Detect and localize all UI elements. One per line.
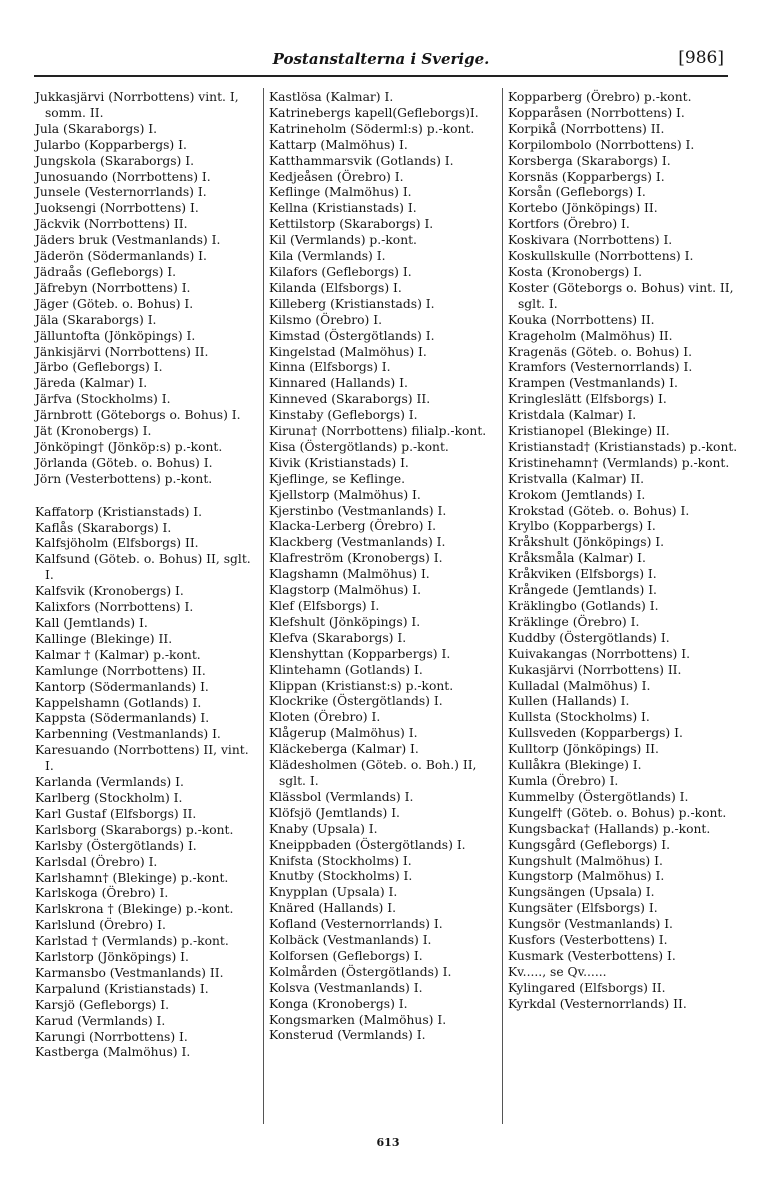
post-office-entry: Kall (Jemtlands) I. — [35, 616, 148, 630]
post-office-entry: Juoksengi (Norrbottens) I. — [35, 201, 199, 216]
post-office-entry: Kopparåsen (Norrbottens) I. — [508, 105, 685, 120]
post-office-entry: Kummelby (Östergötlands) I. — [508, 789, 689, 804]
post-office-entry: Jäger (Göteb. o. Bohus) I. — [35, 296, 194, 311]
post-office-entry: Kungshult (Malmöhus) I. — [508, 853, 663, 868]
post-office-entry: Kullsta (Stockholms) I. — [508, 710, 650, 725]
post-office-entry: Kråksmåla (Kalmar) I. — [508, 551, 646, 566]
post-office-entry: Kofland (Vesternorrlands) I. — [269, 917, 443, 932]
post-office-entry: Klenshyttan (Kopparbergs) I. — [269, 646, 451, 661]
post-office-entry: Kastberga (Malmöhus) I. — [35, 1045, 191, 1060]
post-office-entry: Klefshult (Jönköpings) I. — [269, 614, 421, 629]
post-office-entry: Jörlanda (Göteb. o. Bohus) I. — [35, 455, 213, 470]
bracketed-page-number: [986] — [678, 48, 724, 68]
post-office-entry: Kouka (Norrbottens) II. — [508, 312, 655, 327]
post-office-entry: Kinna (Elfsborgs) I. — [269, 360, 391, 375]
post-office-entry: Kläckeberga (Kalmar) I. — [269, 742, 419, 757]
post-office-entry: Kristinehamn† (Vermlands) p.-kont. — [508, 455, 730, 470]
post-office-entry: Kuivakangas (Norrbottens) I. — [508, 646, 691, 661]
post-office-entry: Kungsör (Vestmanlands) I. — [508, 917, 673, 932]
post-office-entry: Jularbo (Kopparbergs) I. — [35, 137, 187, 152]
post-office-entry: Järfva (Stockholms) I. — [35, 392, 171, 407]
post-office-entry: Kivik (Kristianstads) I. — [269, 455, 409, 470]
post-office-entry: Karlanda (Vermlands) I. — [35, 775, 184, 790]
post-office-entry: Kullsveden (Kopparbergs) I. — [508, 726, 683, 741]
post-office-entry: Kräklinge (Örebro) I. — [508, 614, 640, 629]
post-office-entry: Kumla (Örebro) I. — [508, 773, 619, 788]
post-office-entry: Karmansbo (Vestmanlands) II. — [35, 965, 224, 980]
post-office-entry: Kopparberg (Örebro) p.-kont. — [508, 90, 692, 104]
post-office-entry: Kalmar † (Kalmar) p.-kont. — [35, 647, 201, 662]
post-office-entry: Kisa (Östergötlands) p.-kont. — [269, 439, 449, 454]
post-office-entry: Killeberg (Kristianstads) I. — [269, 296, 435, 311]
post-office-entry: Klippan (Kristianst:s) p.-kont. — [269, 678, 454, 693]
post-office-entry: Kortfors (Örebro) I. — [508, 217, 630, 232]
page-number: 613 — [376, 1136, 400, 1149]
post-office-entry: Kaflås (Skaraborgs) I. — [35, 520, 172, 535]
post-office-entry: Kråkviken (Elfsborgs) I. — [508, 567, 657, 582]
post-office-entry: Konsterud (Vermlands) I. — [269, 1028, 426, 1043]
post-office-entry: Kastlösa (Kalmar) I. — [269, 90, 394, 104]
post-office-entry: Kungsäter (Elfsborgs) I. — [508, 901, 658, 916]
post-office-entry: Kosta (Kronobergs) I. — [508, 264, 643, 279]
page-title: Postanstalterna i Sverige. — [272, 50, 490, 68]
post-office-entry: Kristdala (Kalmar) I. — [508, 408, 637, 423]
post-office-entry: Kil (Vermlands) p.-kont. — [269, 233, 417, 248]
post-office-entry: Järeda (Kalmar) I. — [35, 376, 148, 391]
post-office-entry: Kongsmarken (Malmöhus) I. — [269, 1012, 447, 1027]
post-office-entry: Kyrkdal (Vesternorrlands) II. — [508, 996, 687, 1011]
running-header — [34, 48, 728, 72]
post-office-entry: Jäfrebyn (Norrbottens) I. — [35, 280, 191, 295]
post-office-entry: Kalfsjöholm (Elfsborgs) II. — [35, 536, 199, 551]
post-office-entry: Kalfsvik (Kronobergs) I. — [35, 584, 184, 599]
post-office-entry: Kungelf† (Göteb. o. Bohus) p.-kont. — [508, 805, 727, 820]
post-office-entry: Kungsbacka† (Hallands) p.-kont. — [508, 821, 711, 836]
post-office-entry: Karlsby (Östergötlands) I. — [35, 838, 197, 853]
post-office-entry: Kalixfors (Norrbottens) I. — [35, 600, 194, 615]
post-office-entry: Kulltorp (Jönköpings) II. — [508, 742, 659, 757]
post-office-entry: Karesuando (Norrbottens) II, vint. I. — [35, 743, 249, 774]
post-office-entry: Koster (Göteborgs o. Bohus) vint. II, sglt. I. — [508, 280, 734, 311]
post-office-entry: Keflinge (Malmöhus) I. — [269, 185, 412, 200]
post-office-entry: Kristvalla (Kalmar) II. — [508, 471, 645, 486]
post-office-entry: Kragenäs (Göteb. o. Bohus) I. — [508, 344, 693, 359]
post-office-entry: Kellna (Kristianstads) I. — [269, 201, 417, 216]
post-office-entry: Kristianstad† (Kristianstads) p.-kont. — [508, 439, 738, 454]
post-office-entry: Kinneved (Skaraborgs) II. — [269, 392, 431, 407]
post-office-entry: Kullen (Hallands) I. — [508, 694, 630, 709]
post-office-entry: Jät (Kronobergs) I. — [35, 424, 152, 439]
post-office-entry: Korpikå (Norrbottens) II. — [508, 121, 665, 136]
post-office-entry: Karlsborg (Skaraborgs) p.-kont. — [35, 822, 234, 837]
post-office-entry: Korsberga (Skaraborgs) I. — [508, 153, 671, 168]
post-office-entry: Junosuando (Norrbottens) I. — [35, 169, 211, 184]
post-office-entry: Jungskola (Skaraborgs) I. — [35, 153, 195, 168]
post-office-entry: Jönköping† (Jönköp:s) p.-kont. — [35, 439, 223, 454]
post-office-entry: Kattarp (Malmöhus) I. — [269, 137, 408, 152]
post-office-entry: Kjellstorp (Malmöhus) I. — [269, 487, 421, 502]
post-office-entry: Katrineholm (Söderml:s) p.-kont. — [269, 121, 475, 136]
post-office-entry: Karud (Vermlands) I. — [35, 1013, 166, 1028]
post-office-entry: Karlskrona † (Blekinge) p.-kont. — [35, 902, 234, 917]
column-2 — [269, 90, 499, 1044]
post-office-entry: Karlskoga (Örebro) I. — [35, 886, 169, 901]
post-office-entry: Kallinge (Blekinge) II. — [35, 631, 173, 646]
post-office-entry: Kappsta (Södermanlands) I. — [35, 711, 210, 726]
post-office-entry: Jäderön (Södermanlands) I. — [35, 249, 207, 264]
post-office-entry: Klågerup (Malmöhus) I. — [269, 726, 418, 741]
post-office-entry: Jälluntofta (Jönköpings) I. — [35, 328, 196, 343]
post-office-entry: Katrinebergs kapell(Gefleborgs)I. — [269, 105, 479, 120]
post-office-entry: Klädesholmen (Göteb. o. Boh.) II, sglt. I. — [269, 758, 477, 788]
post-office-entry: Jädraås (Gefleborgs) I. — [35, 264, 177, 279]
post-office-entry: Knäred (Hallands) I. — [269, 901, 396, 916]
post-office-entry: Klässbol (Vermlands) I. — [269, 789, 414, 804]
post-office-entry: Krokstad (Göteb. o. Bohus) I. — [508, 503, 690, 518]
post-office-entry: Karlstorp (Jönköpings) I. — [35, 950, 189, 965]
post-office-entry: Kungsgård (Gefleborgs) I. — [508, 837, 670, 852]
post-office-entry: Krageholm (Malmöhus) II. — [508, 328, 673, 343]
post-office-entry: Karlstad † (Vermlands) p.-kont. — [35, 934, 229, 949]
post-office-entry: Kantorp (Södermanlands) I. — [35, 679, 209, 694]
post-office-entry: Klefva (Skaraborgs) I. — [269, 630, 407, 645]
post-office-entry: Knypplan (Upsala) I. — [269, 885, 398, 900]
post-office-entry: Kolsva (Vestmanlands) I. — [269, 980, 423, 995]
post-office-entry: Kalfsund (Göteb. o. Bohus) II, sglt. I. — [35, 552, 251, 583]
post-office-entry: Junsele (Vesternorrlands) I. — [35, 185, 207, 200]
post-office-entry: Koskivara (Norrbottens) I. — [508, 233, 673, 248]
post-office-entry: Kilafors (Gefleborgs) I. — [269, 264, 412, 279]
post-office-entry: Kortebo (Jönköpings) II. — [508, 201, 658, 216]
post-office-entry: Kv....., se Qv...... — [508, 964, 607, 979]
post-office-entry: Järnbrott (Göteborgs o. Bohus) I. — [35, 408, 241, 423]
post-office-entry: Kappelshamn (Gotlands) I. — [35, 695, 202, 710]
post-office-entry: Kristianopel (Blekinge) II. — [508, 424, 670, 439]
post-office-entry: Kloten (Örebro) I. — [269, 710, 381, 725]
post-office-entry: Kolforsen (Gefleborgs) I. — [269, 948, 423, 963]
post-office-entry: Krylbo (Kopparbergs) I. — [508, 519, 656, 534]
post-office-entry: Korsnäs (Kopparbergs) I. — [508, 169, 665, 184]
post-office-entry: Kedjeåsen (Örebro) I. — [269, 169, 404, 184]
column-1 — [35, 90, 260, 1061]
post-office-entry: Kylingared (Elfsborgs) II. — [508, 980, 666, 995]
post-office-entry: Klockrike (Östergötlands) I. — [269, 694, 443, 709]
post-office-entry: Klafreström (Kronobergs) I. — [269, 551, 443, 566]
post-office-entry: Jänkisjärvi (Norrbottens) II. — [35, 344, 209, 359]
post-office-entry: Järbo (Gefleborgs) I. — [35, 360, 163, 375]
post-office-entry: Kullåkra (Blekinge) I. — [508, 758, 642, 773]
post-office-entry: Kimstad (Östergötlands) I. — [269, 328, 435, 343]
post-office-entry: Kolbäck (Vestmanlands) I. — [269, 933, 432, 948]
post-office-entry: Kringleslätt (Elfsborgs) I. — [508, 392, 667, 407]
post-office-entry: Kila (Vermlands) I. — [269, 249, 386, 264]
post-office-entry: Jula (Skaraborgs) I. — [35, 121, 158, 136]
post-office-entry: Kilsmo (Örebro) I. — [269, 312, 382, 327]
post-office-entry: Karlsdal (Örebro) I. — [35, 854, 158, 869]
header-rule — [34, 75, 728, 77]
post-office-entry: Konga (Kronobergs) I. — [269, 996, 408, 1011]
post-office-entry: Koskullskulle (Norrbottens) I. — [508, 249, 694, 264]
post-office-entry: Klef (Elfsborgs) I. — [269, 599, 380, 613]
post-office-entry: Krokom (Jemtlands) I. — [508, 487, 646, 502]
post-office-entry: Karpalund (Kristianstads) I. — [35, 981, 209, 996]
post-office-entry: Knutby (Stockholms) I. — [269, 869, 413, 884]
post-office-entry: Klackberg (Vestmanlands) I. — [269, 535, 446, 550]
column-3 — [508, 90, 740, 1013]
post-office-entry: Kusfors (Vesterbottens) I. — [508, 933, 668, 948]
post-office-entry: Kiruna† (Norrbottens) filialp.-kont. — [269, 424, 487, 439]
post-office-entry: Kilanda (Elfsborgs) I. — [269, 280, 402, 295]
post-office-entry: Karlslund (Örebro) I. — [35, 918, 166, 933]
post-office-entry: Krångede (Jemtlands) I. — [508, 583, 657, 598]
post-office-entry: Karsjö (Gefleborgs) I. — [35, 997, 170, 1012]
post-office-entry: Kinnared (Hallands) I. — [269, 376, 408, 391]
post-office-entry: Kräklingbo (Gotlands) I. — [508, 599, 659, 613]
post-office-entry: Kulladal (Malmöhus) I. — [508, 678, 651, 693]
post-office-entry: Klöfsjö (Jemtlands) I. — [269, 805, 400, 820]
column-divider — [502, 88, 503, 1124]
post-office-entry: Karl Gustaf (Elfsborgs) II. — [35, 806, 197, 821]
post-office-entry: Kungsängen (Upsala) I. — [508, 885, 655, 900]
column-divider — [263, 88, 264, 1124]
post-office-entry: Karungi (Norrbottens) I. — [35, 1029, 188, 1044]
post-office-entry: Kråkshult (Jönköpings) I. — [508, 535, 665, 550]
post-office-entry: Kingelstad (Malmöhus) I. — [269, 344, 427, 359]
post-office-entry: Klintehamn (Gotlands) I. — [269, 662, 423, 677]
post-office-entry: Katthammarsvik (Gotlands) I. — [269, 153, 454, 168]
post-office-entry: Knifsta (Stockholms) I. — [269, 853, 412, 868]
post-office-entry: Jörn (Vesterbottens) p.-kont. — [35, 471, 213, 486]
post-office-entry: Jukkasjärvi (Norrbottens) vint. I, somm. II. — [35, 90, 239, 120]
post-office-entry: Knaby (Upsala) I. — [269, 821, 378, 836]
post-office-entry: Kukasjärvi (Norrbottens) II. — [508, 662, 682, 677]
post-office-entry: Kjeflinge, se Keflinge. — [269, 471, 406, 486]
post-office-entry: Jäckvik (Norrbottens) II. — [35, 217, 188, 232]
post-office-entry: Karlberg (Stockholm) I. — [35, 790, 183, 805]
post-office-entry: Krampen (Vestmanlands) I. — [508, 376, 678, 391]
post-office-entry: Kettilstorp (Skaraborgs) I. — [269, 217, 434, 232]
post-office-entry: Kungstorp (Malmöhus) I. — [508, 869, 665, 884]
post-office-entry: Kneippbaden (Östergötlands) I. — [269, 837, 466, 852]
post-office-entry: Jäders bruk (Vestmanlands) I. — [35, 233, 221, 248]
post-office-entry: Korsån (Gefleborgs) I. — [508, 185, 646, 200]
post-office-entry: Klacka-Lerberg (Örebro) I. — [269, 519, 437, 534]
post-office-entry: Kramfors (Vesternorrlands) I. — [508, 360, 693, 375]
post-office-entry: Karbenning (Vestmanlands) I. — [35, 727, 221, 742]
post-office-entry: Klagstorp (Malmöhus) I. — [269, 583, 421, 598]
section-gap — [35, 488, 260, 505]
post-office-entry: Kusmark (Vesterbottens) I. — [508, 948, 676, 963]
post-office-entry: Kuddby (Östergötlands) I. — [508, 630, 670, 645]
post-office-entry: Kamlunge (Norrbottens) II. — [35, 663, 206, 678]
post-office-entry: Kjerstinbo (Vestmanlands) I. — [269, 503, 447, 518]
post-office-entry: Klagshamn (Malmöhus) I. — [269, 567, 430, 582]
post-office-entry: Karlshamn† (Blekinge) p.-kont. — [35, 870, 229, 885]
post-office-entry: Korpilombolo (Norrbottens) I. — [508, 137, 695, 152]
post-office-entry: Kinstaby (Gefleborgs) I. — [269, 408, 418, 423]
post-office-entry: Jäla (Skaraborgs) I. — [35, 312, 157, 327]
post-office-entry: Kolmården (Östergötlands) I. — [269, 964, 452, 979]
post-office-entry: Kaffatorp (Kristianstads) I. — [35, 504, 203, 519]
